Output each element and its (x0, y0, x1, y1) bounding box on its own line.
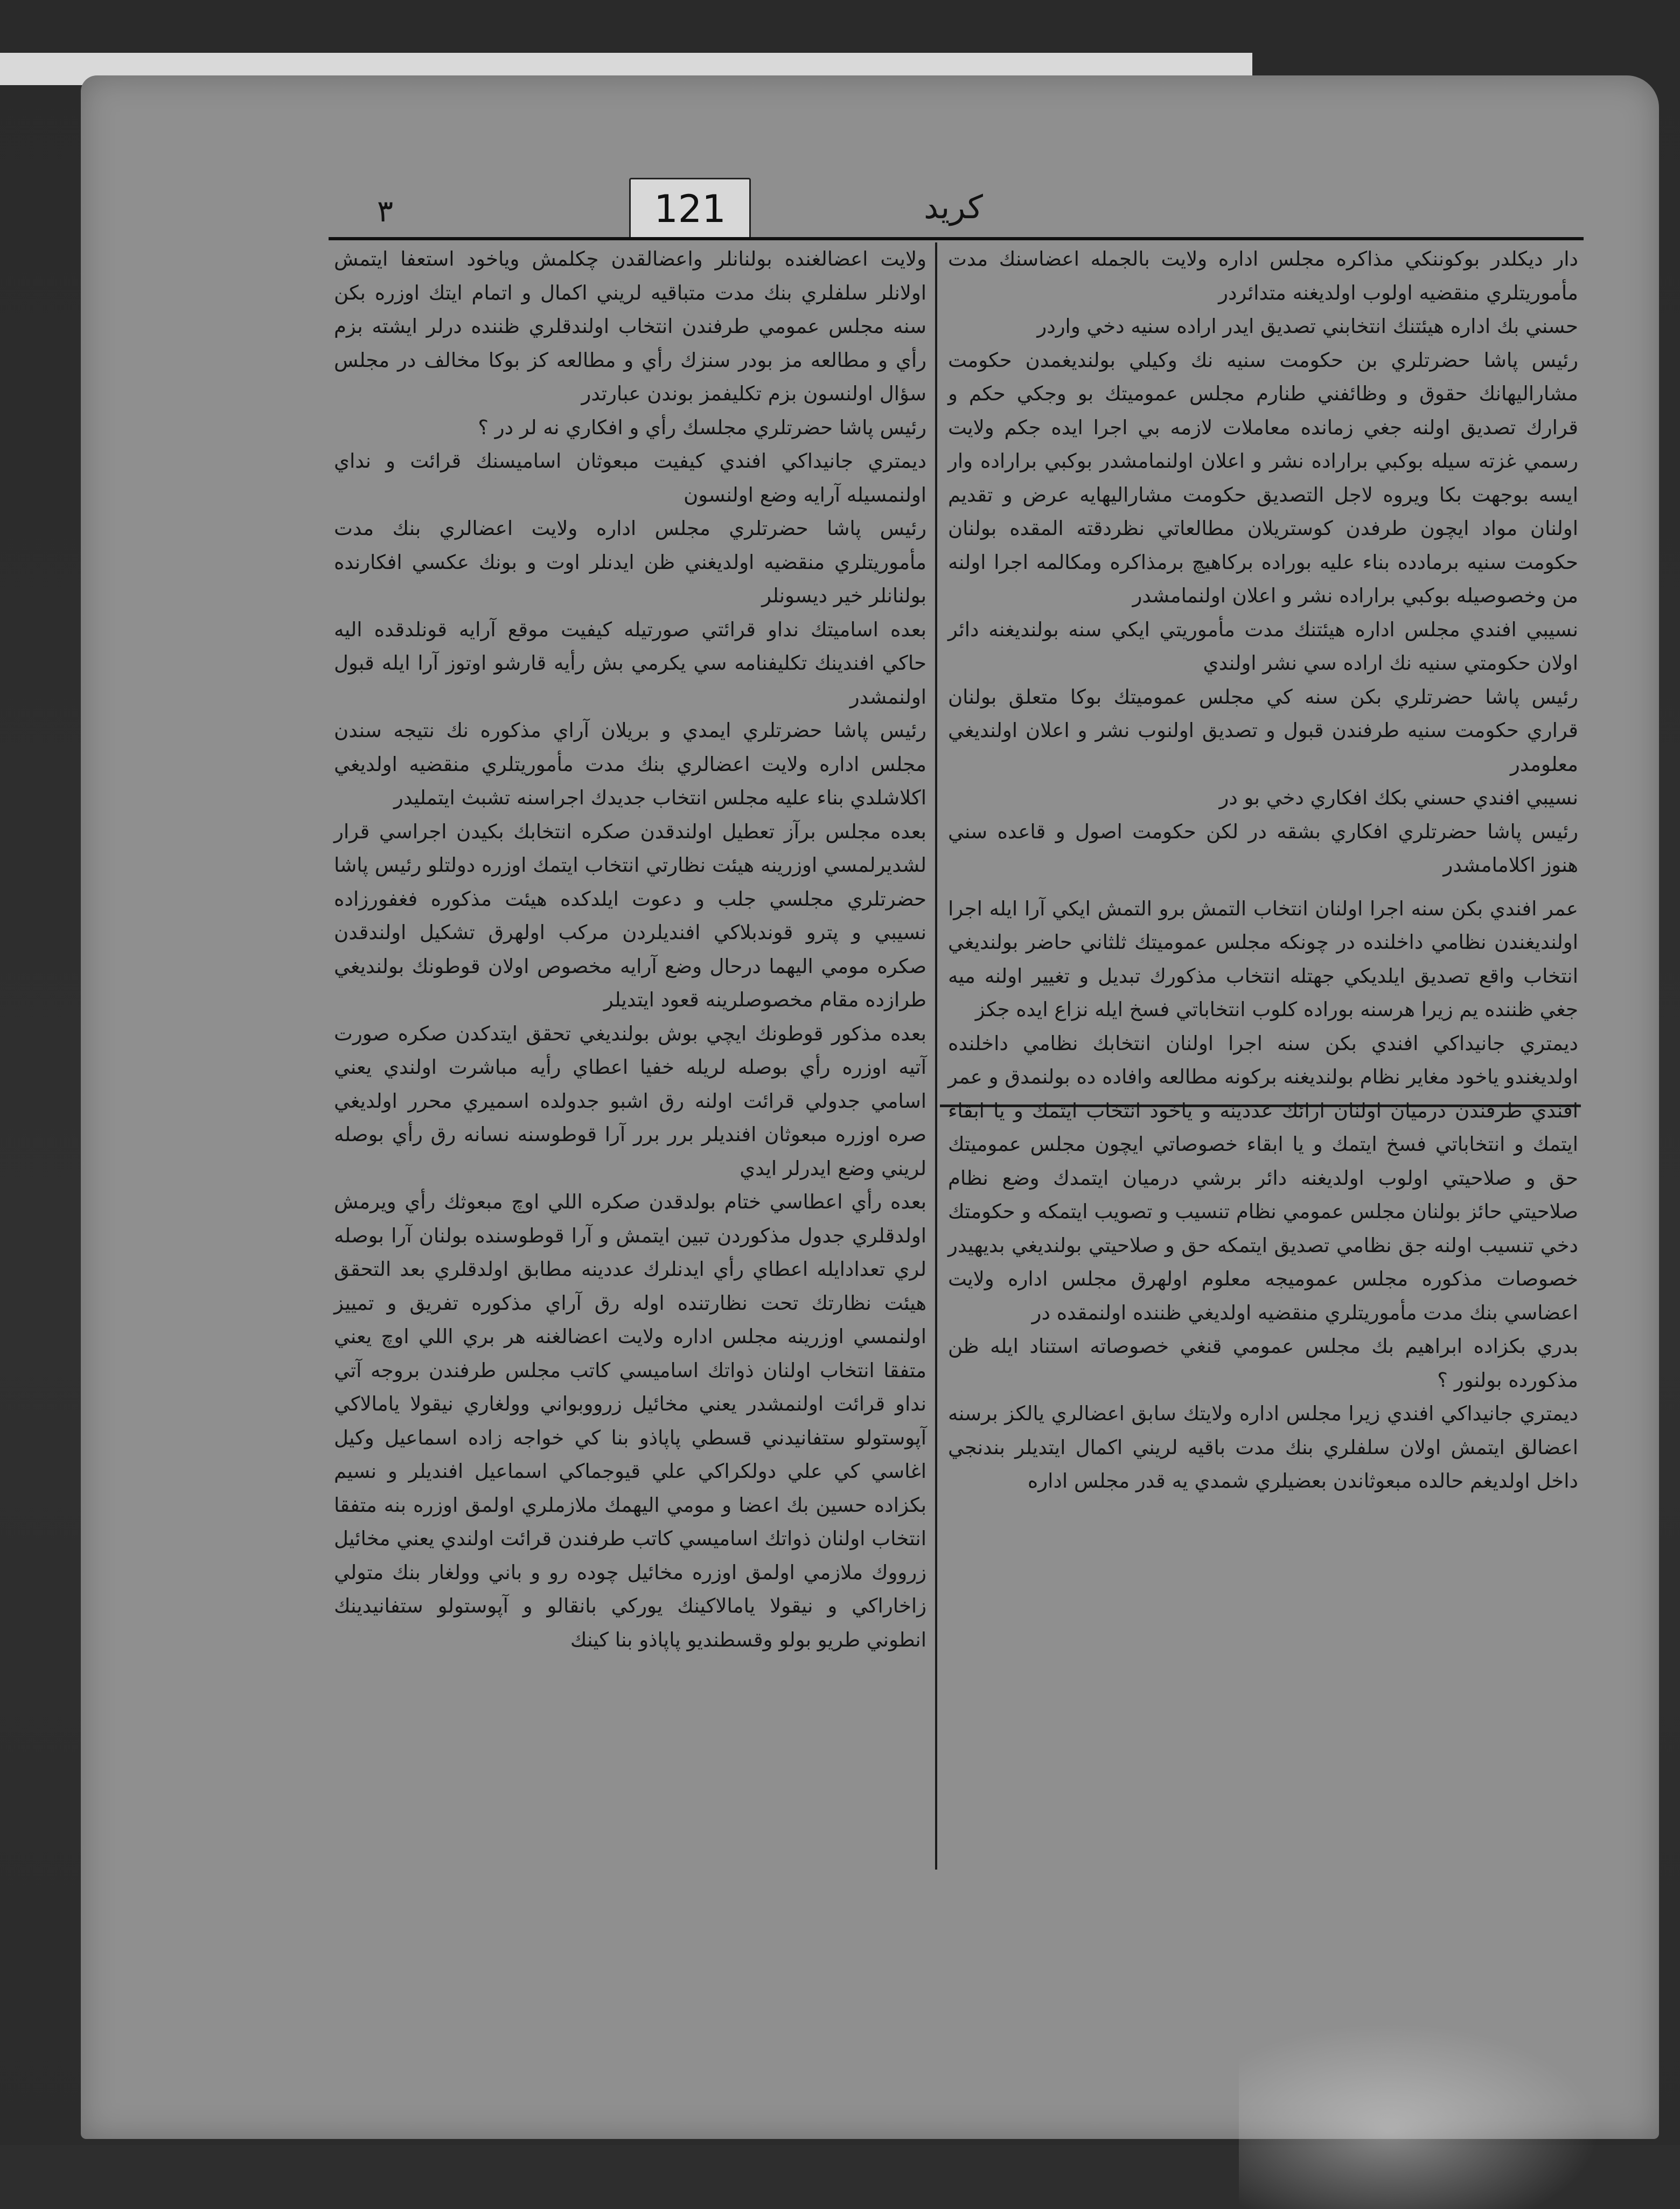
paper-damage (1239, 2015, 1616, 2209)
page-number: ٣ (377, 194, 394, 229)
paragraph: رئيس پاشا حضرتلري مجلس اداره ولايت اعضالري بنك مدت مأموريتلري منقضيه اولديغني ظن ايدنلر اوت و بونك عكسي افكارنده بولنانلر خير ديسونلر (334, 517, 926, 607)
folio-number: 121 (629, 178, 751, 240)
paragraph: حسني بك اداره هيئتنك انتخابني تصديق ايدر اراده سنيه دخي واردر (1037, 315, 1578, 338)
paragraph: ديمتري جانيداكي افندي كيفيت مبعوثان اساميسنك قرائت و نداي اولنمسيله آرايه وضع اولنسون (334, 449, 926, 506)
paragraph: رئيس پاشا حضرتلري بكن سنه كي مجلس عموميتك بوكا متعلق بولنان قراري حكومت سنيه طرفندن قبول و تصديق اولنوب نشر و اعلان اولنديغي معلومدر (948, 685, 1578, 776)
paragraph: بعده اساميتك نداو قرائتي صورتيله كيفيت موقع آرايه قونلدقده اليه حاكي افندينك تكليفنامه سي يكرمي بش رأيه قارشو اوتوز آرا ايله قبول اولنمشدر (334, 617, 926, 708)
paragraph: رئيس پاشا حضرتلري مجلسك رأي و افكاري نه لر در ؟ (478, 415, 926, 439)
header-rule (329, 237, 1584, 240)
paragraph: بعده مذكور قوطونك ايچي بوش بولنديغي تحقق ايتدكدن صكره صورت آتيه اوزره رأي بوصله لريله خفيا اعطاي رأيه مباشرت اولندي يعني اسامي جدولي قرائت اولنه رق اشبو جدولده اسميري محرر اولديغي صره اوزره مبعوثان افنديلر برر برر آرا قوطوسنه نسانه رق رأي بوصله لريني وضع ايدرلر ايدي (334, 1022, 926, 1180)
paragraph: عمر افندي بكن سنه اجرا اولنان انتخاب التمش برو التمش ايكي آرا ايله اجرا اولنديغندن نظامي داخلنده در چونكه مجلس عموميتك ثلثاني حاضر بولنديغي انتخاب واقع تصديق ايلديكي جهتله انتخاب مذكورك تبديل و تغيير اولنه ميه جغي ظننده يم زيرا هرسنه بوراده كلوب انتخاباتي فسخ ايله نزاع ايده جكز (948, 897, 1578, 1021)
paragraph: رئيس پاشا حضرتلري افكاري بشقه در لكن حكومت اصول و قاعده سني هنوز اكلامامشدر (948, 819, 1578, 877)
paragraph: ديمتري جانيداكي افندي زيرا مجلس اداره ولايتك سابق اعضالري يالكز برسنه اعضالق ايتمش اولان سلفلري بنك مدت باقيه لريني اكمال ايتديلر بندنجي داخل اولديغم حالده مبعوثاندن بعضيلري شمدي يه قدر مجلس اداره (948, 1402, 1578, 1492)
left-column (334, 242, 926, 1657)
paragraph: بدري بكزاده ابراهيم بك مجلس عمومي قنغي خصوصاته استناد ايله ظن مذكورده بولنور ؟ (948, 1335, 1578, 1392)
paragraph: نسيبي افندي مجلس اداره هيئتنك مدت مأموريتي ايكي سنه بولنديغنه دائر اولان حكومتي سنيه نك اراده سي نشر اولندي (948, 617, 1578, 675)
paragraph: بعده مجلس برآز تعطيل اولندقدن صكره انتخابك بكيدن اجراسي قرار لشديرلمسي اوزرينه هيئت نظارتي انتخاب ايتمك اوزره دولتلو رئيس پاشا حضرتلري مجلسي جلب و دعوت ايلدكده هيئت مذكوره فغفورزاده نسيبي و پترو قوندبلاكي افنديلردن مركب اولهرق تشكيل اولندقدن صكره مومي اليهما درحال وضع آرايه مخصوص اولان قوطونك بولنديغي طرازده مقام مخصوصلرينه قعود ايتديلر (334, 819, 926, 1011)
column-divider (935, 242, 937, 1870)
paragraph: رئيس پاشا حضرتلري ايمدي و بريلان آراي مذكوره نك نتيجه سندن مجلس اداره ولايت اعضالري بنك مدت مأموريتلري منقضيه اولديغي اكلاشلدي بناء عليه مجلس انتخاب جديدك اجراسنه تشبث ايتمليدر (334, 719, 926, 809)
newspaper-title: کرید (924, 189, 983, 226)
paragraph: ولايت اعضالغنده بولنانلر واعضالقدن چكلمش وياخود استعفا ايتمش اولانلر سلفلري بنك مدت متباقيه لريني اكمال و اتمام ايتك اوزره بكن سنه مجلس عمومي طرفندن انتخاب اولندقلري ظننده درلر ايشته بزم رأي و مطالعه مز بودر سنزك رأي و مطالعه كز بوكا مخالف در مجلس سؤال اولنسون بزم تكليفمز بوندن عبارتدر (334, 247, 926, 405)
paragraph: دار ديكلدر بوكوننكي مذاكره مجلس اداره ولايت بالجمله اعضاسنك مدت مأموريتلري منقضيه اولوب اولديغنه متدائردر (948, 247, 1578, 304)
paragraph: ديمتري جانيداكي افندي بكن سنه اجرا اولنان انتخابك نظامي داخلنده اولديغندو ياخود مغاير نظام بولنديغنه بركونه مطالعه وافاده ده بولنمدق و عمر افندي طرفندن درميان اولنان ارائك عددينه و ياخود انتخاب ايتمك و يا ابقاء ايتمك و انتخاباتي فسخ ايتمك و يا ابقاء خصوصاتي ايچون مجلس عموميتك حق و صلاحيتي اولوب اولديغنه دائر برشي درميان ايتمدك وضع نظام صلاحيتي حائز بولنان مجلس عمومي نظام تنسيب و تصويب ايتمكه و حكومتك دخي تنسيب اولنه جق نظامي تصديق ايتمكه حق و صلاحيتي بولنديغي بديهيدر خصوصات مذكوره مجلس عموميجه معلوم اولهرق مجلس اداره ولايت اعضاسي بنك مدت مأموريتلري منقضيه اولديغي ظننده اولنمقده در (948, 1031, 1578, 1324)
paragraph: نسيبي افندي حسني بكك افكاري دخي بو در (1219, 786, 1578, 809)
paragraph: رئيس پاشا حضرتلري بن حكومت سنيه نك وكيلي بولنديغمدن حكومت مشارالیهانك حقوق و وظائفني طنارم مجلس عموميتك بو وجكي حكم و قرارك تصديق اولنه جغي زمانده معاملات لازمه بي اجرا ايده جكم ولايت رسمي غزته سيله بوكبي براراده نشر و اعلان اولنمامشدر بوكبي براراده وار ايسه بوجهت بكا ويروه لاجل التصديق حكومت مشارالیهايه عرض و تقديم اولنان مواد ايچون طرفدن كوستريلان مطالعاتي نظردقته المقده بولنان حكومت سنيه برمادده بناء عليه بوراده بركاهيچ برمذاكره ومكالمه اجرا اولنه من وخصوصيله بوكبي براراده نشر و اعلان اولنمامشدر (948, 348, 1578, 607)
right-column (948, 242, 1578, 1498)
paragraph: بعده رأي اعطاسي ختام بولدقدن صكره اللي اوچ مبعوثك رأي ويرمش اولدقلري جدول مذكوردن تبين ايتمش و آرا قوطوسنده بولنان آرا بوصله لري تعدادايله اعطاي رأي ايدنلرك عددينه مطابق اولدقلري بعد التحقق هيئت نظارتك تحت نظارتنده اوله رق آراي مذكوره تفريق و تمييز اولنمسي اوزرينه مجلس اداره ولايت اعضالغنه هر بري اللي اوچ يعني متفقا انتخاب اولنان ذواتك اساميسي كاتب مجلس طرفندن بروجه آتي نداو قرائت اولنمشدر يعني مخائيل زرووبواني وولغاري نيقولا يامالاكي آپوستولو ستفانيدني قسطي پاپاذو بنا كي خواجه زاده اسماعيل وكيل اغاسي كي علي دولكراكي علي قيوجماكي اسماعيل افنديلر و نسيم بكزاده حسين بك اعضا و مومي اليهمك ملازملري اولمق اوزره بنه متفقا انتخاب اولنان ذواتك اساميسي كاتب طرفندن قرائت اولندي يعني مخائيل زرووك ملازمي اولمق اوزره مخائيل چوده رو و باني وولغار بنك متولي زاخاراكي و نيقولا يامالاكينك يوركي بانقالو و آپوستولو ستفانيدينك انطوني طريو بولو وقسطنديو پاپاذو بنا كينك (334, 1190, 926, 1651)
